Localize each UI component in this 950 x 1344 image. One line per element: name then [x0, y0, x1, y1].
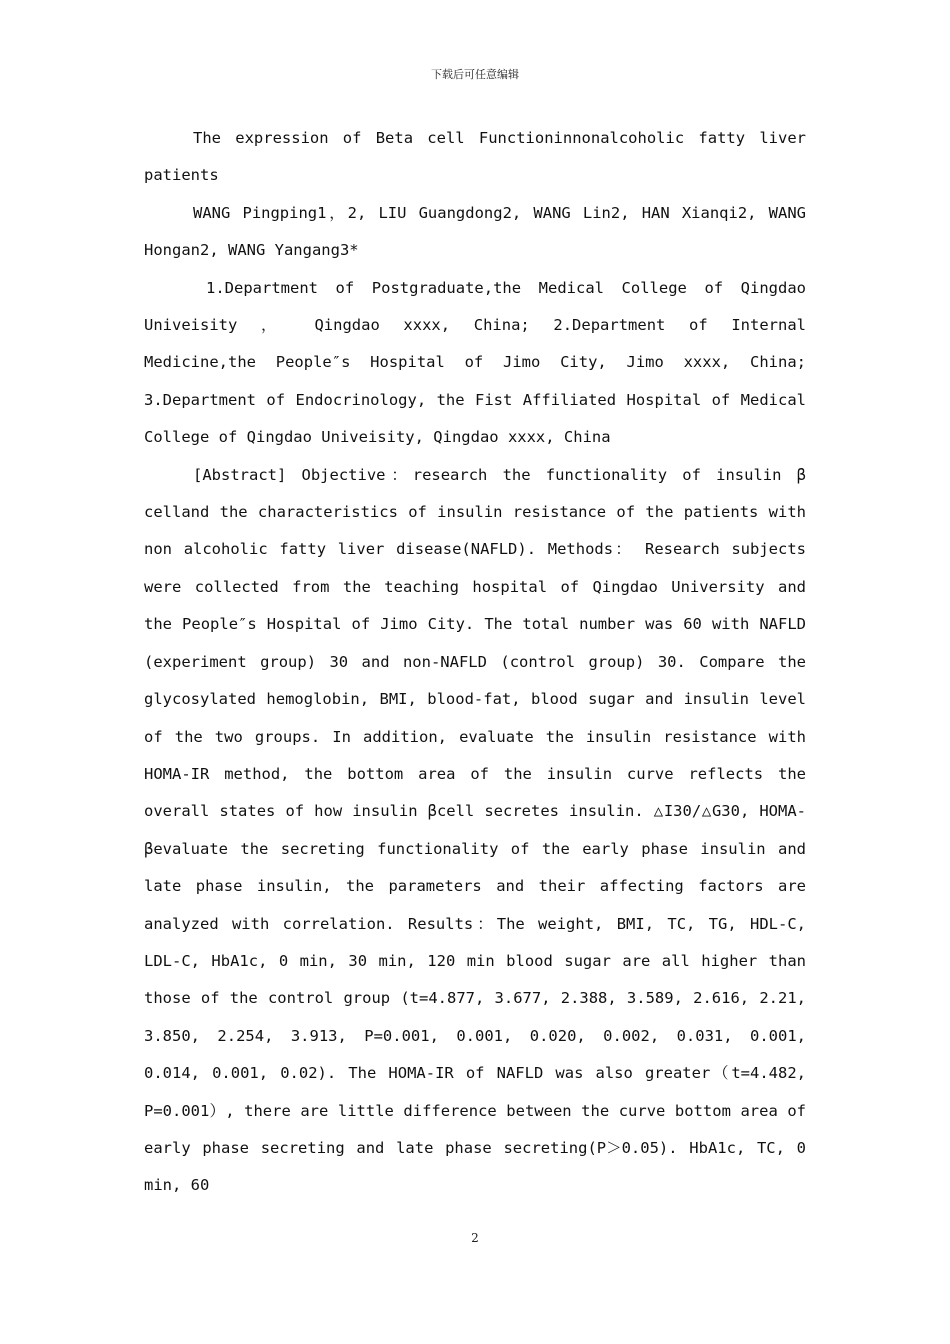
paper-title: The expression of Beta cell Functioninnonalcoholic fatty liver patients	[144, 129, 806, 185]
abstract-paragraph: [Abstract] Objective：research the functionality of insulin β celland the characteristics of insulin resistance of the patients with non alcoholic fatty liver disease(NAFLD). Methods： Research subjects were collected from the teaching hospital of Qingdao University and the People″s Hospital of Jimo City. The total number was 60 with NAFLD (experiment group) 30 and non-NAFLD (control group) 30. Compare the glycosylated hemoglobin, BMI, blood-fat, blood sugar and insulin level of the two groups. In addition, evaluate the insulin resistance with HOMA-IR method, the bottom area of the insulin curve reflects the overall states of how insulin βcell secretes insulin. △I30/△G30, HOMA-βevaluate the secreting functionality of the early phase insulin and late phase insulin, the parameters and their affecting factors are analyzed with correlation. Results：The weight, BMI, TC, TG, HDL-C, LDL-C, HbA1c, 0 min, 30 min, 120 min blood sugar are all higher than those of the control group (t=4.877, 3.677, 2.388, 3.589, 2.616, 2.21, 3.850, 2.254, 3.913, P=0.001, 0.001, 0.020, 0.002, 0.031, 0.001, 0.014, 0.001, 0.02). The HOMA-IR of NAFLD was also greater（t=4.482, P=0.001）, there are little difference between the curve bottom area of early phase secreting and late phase secreting(P＞0.05). HbA1c, TC, 0 min, 60	[144, 465, 806, 1195]
affiliations: 1.Department of Postgraduate,the Medical College of Qingdao Univeisity ， Qingdao xxxx, China; 2.Department of Internal Medicine,the People″s Hospital of Jimo City, Jimo xxxx, China; 3.Department of Endocrinology, the Fist Affiliated Hospital of Medical College of Qingdao Univeisity, Qingdao xxxx, China	[144, 278, 806, 447]
page-header-note: 下载后可任意编辑	[431, 68, 519, 81]
page-number: 2	[471, 1231, 479, 1245]
document-body	[144, 120, 806, 1205]
author-list: WANG Pingping1，2, LIU Guangdong2, WANG Lin2, HAN Xianqi2, WANG Hongan2, WANG Yangang3*	[144, 203, 806, 260]
